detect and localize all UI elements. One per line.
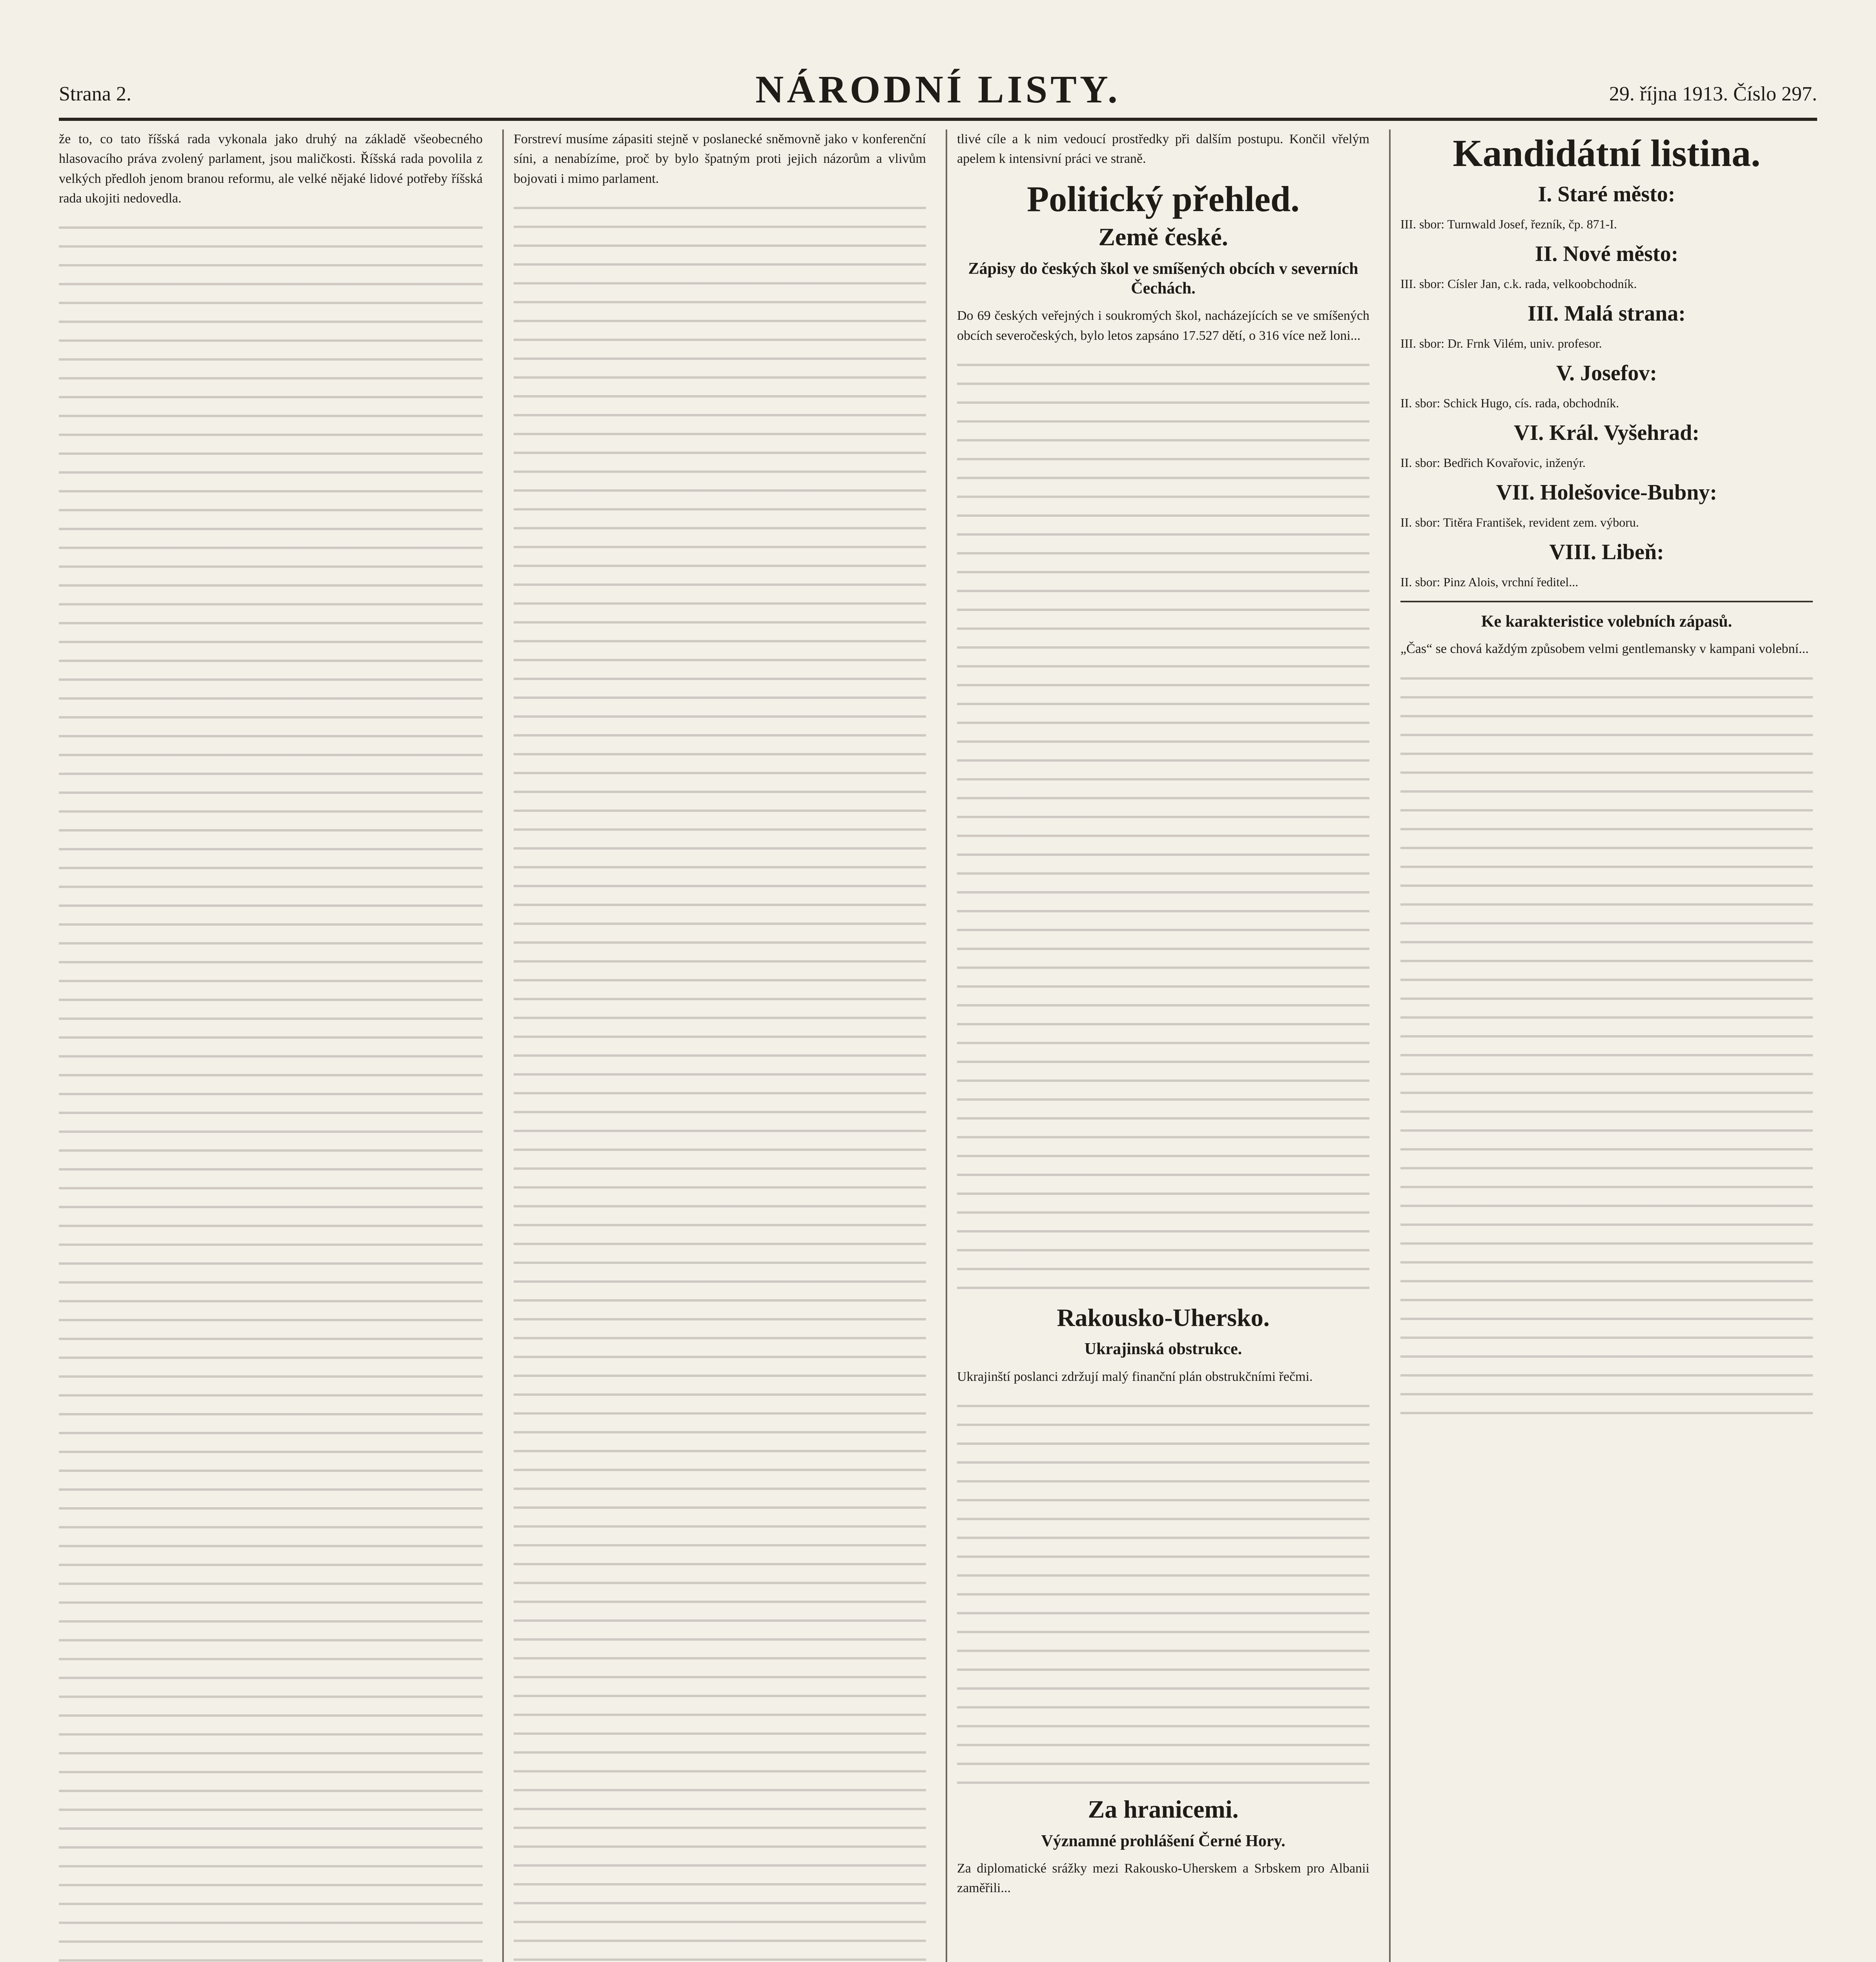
rakousko-uhersko-title: Rakousko-Uhersko.	[1057, 1304, 1270, 1332]
page-header	[59, 59, 1817, 121]
zapisy-subheading: Zápisy do českých škol ve smíšených obcích v severních Čechách.	[968, 259, 1358, 297]
district-josefov-text: II. sbor: Schick Hugo, cís. rada, obchodník.	[1400, 396, 1619, 410]
separator-rule	[1400, 601, 1813, 602]
col4-paragraph: „Čas“ se chová každým způsobem velmi gentlemansky v kampani volební...	[1400, 642, 1809, 656]
district-stare-mesto-text: III. sbor: Turnwald Josef, řezník, čp. 871-I.	[1400, 217, 1617, 231]
page-number: Strana 2.	[59, 83, 131, 105]
column-1	[59, 129, 487, 1962]
col2-text-block	[514, 200, 926, 1962]
district-vysehrad: VI. Král. Vyšehrad:	[1514, 420, 1699, 445]
za-hranicemi-title: Za hranicemi.	[1088, 1795, 1239, 1823]
col2-paragraph-1: Forstreví musíme zápasiti stejně v poslanecké sněmovně jako v konferenční síni, a nenabízíme, proč by bylo špatným proti jejich názorům a vlivům bojovati i mimo parlament.	[514, 132, 930, 186]
column-4	[1389, 129, 1817, 1962]
col1-text-block	[59, 219, 483, 1962]
column-3	[946, 129, 1373, 1962]
district-nove-mesto: II. Nové město:	[1535, 241, 1679, 266]
district-josefov: V. Josefov:	[1556, 361, 1657, 385]
col4-text-block	[1400, 670, 1813, 1416]
zeme-ceske-title: Země české.	[1098, 223, 1228, 251]
col1-paragraph-1: že to, co tato říšská rada vykonala jako druhý na základě všeobecného hlasovacího práva zvolený parlament, jsou maličkosti. Říšská rada povolila z velkých předloh jenom branou reformu, ale velké nějaké lidové potřeby říšská rada ukojiti nedovedla.	[59, 132, 486, 206]
politicky-prehled-title: Politický přehled.	[1026, 179, 1300, 219]
column-2	[502, 129, 930, 1962]
district-holesovice-text: II. sbor: Titěra František, revident zem. výboru.	[1400, 515, 1639, 529]
district-stare-mesto: I. Staré město:	[1538, 182, 1675, 206]
newspaper-title: NÁRODNÍ LISTY.	[755, 67, 1121, 111]
ukrajinska-obstrukce-heading: Ukrajinská obstrukce.	[1084, 1340, 1242, 1358]
cerna-hora-heading: Významné prohlášení Černé Hory.	[1041, 1832, 1285, 1850]
district-vysehrad-text: II. sbor: Bedřich Kovařovic, inženýr.	[1400, 455, 1586, 470]
district-nove-mesto-text: III. sbor: Císler Jan, c.k. rada, velkoobchodník.	[1400, 276, 1637, 291]
col3-paragraph-4: Za diplomatické srážky mezi Rakousko-Uherskem a Srbskem pro Albanii zaměřili...	[957, 1861, 1373, 1896]
district-mala-strana: III. Malá strana:	[1528, 301, 1686, 326]
district-holesovice: VII. Holešovice-Bubny:	[1496, 480, 1717, 505]
district-mala-strana-text: III. sbor: Dr. Frnk Vilém, univ. profesor.	[1400, 336, 1602, 350]
col3-paragraph-1: tlivé cíle a k nim vedoucí prostředky při dalším postupu. Končil vřelým apelem k intensivní práci ve straně.	[957, 132, 1373, 166]
issue-date: 29. října 1913. Číslo 297.	[1609, 83, 1817, 105]
district-liben-text: II. sbor: Pinz Alois, vrchní ředitel...	[1400, 574, 1579, 589]
col3-paragraph-3: Ukrajinští poslanci zdržují malý finanční plán obstrukčními řečmi.	[957, 1369, 1313, 1384]
ke-karakteristice-heading: Ke karakteristice volebních zápasů.	[1481, 612, 1732, 631]
col3-paragraph-2: Do 69 českých veřejných i soukromých škol, nacházejících se ve smíšených obcích severočeských, bylo letos zapsáno 17.527 dětí, o 316 více než loni...	[957, 308, 1373, 343]
article-columns	[59, 129, 1817, 1962]
district-liben: VIII. Libeň:	[1549, 540, 1664, 564]
candidate-list-title: Kandidátní listina.	[1453, 132, 1761, 175]
col3-text-block-1	[957, 357, 1369, 1298]
col3-text-block-2	[957, 1398, 1369, 1790]
